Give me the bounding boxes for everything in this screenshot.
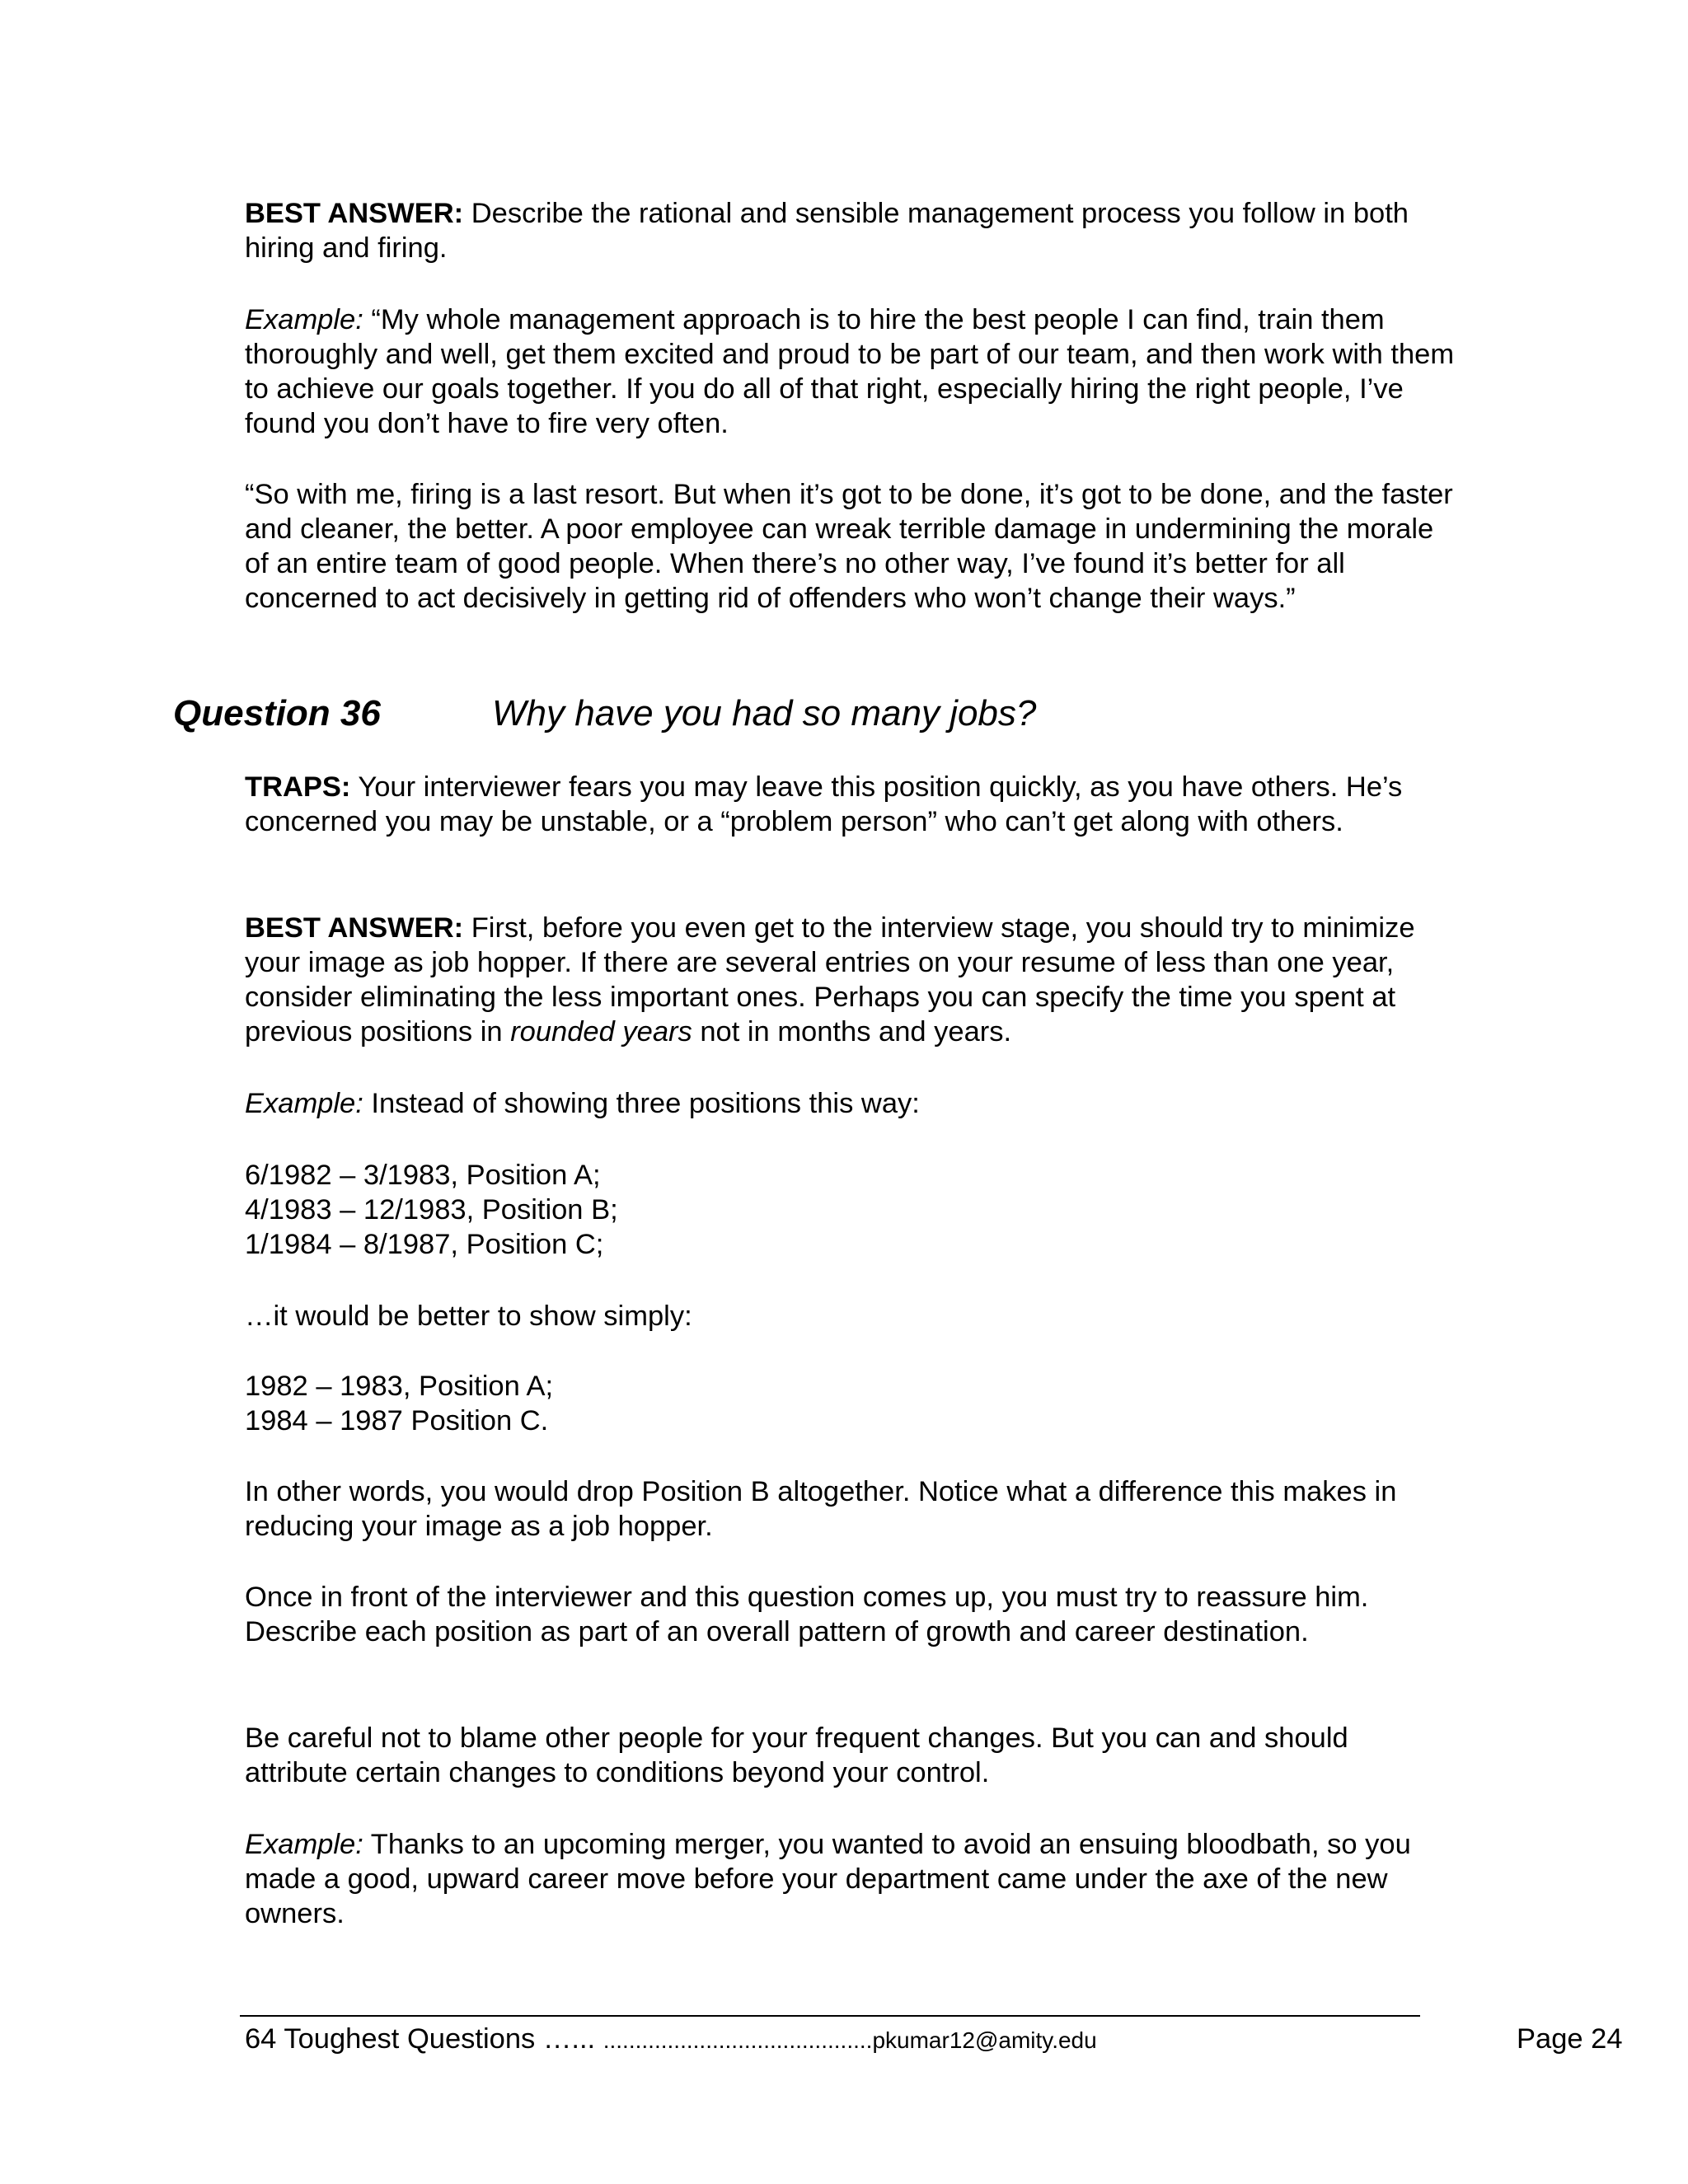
example-2-text: Instead of showing three positions this way: (363, 1088, 920, 1119)
better-paragraph: …it would be better to show simply: (245, 1301, 692, 1332)
best-answer-2-label: BEST ANSWER: (245, 912, 464, 944)
best-answer-2-paragraph (245, 911, 1456, 1049)
best-answer-2-text: First, before you even get to the interview stage, you should try to minimize your image as job hopper. If there are several entries on your resume of less than one year, consider eliminating the less important ones. Perhaps you can specify the time you spent at previous positions in (245, 912, 1415, 1047)
traps-text: Your interviewer fears you may leave this position quickly, as you have others. He’s concerned you may be unstable, or a “problem person” who can’t get along with others. (245, 771, 1403, 837)
footer-title (245, 2022, 1097, 2058)
example-3-text: Thanks to an upcoming merger, you wanted to avoid an ensuing bloodbath, so you made a good, upward career move before your department came under the axe of the new owners. (245, 1829, 1411, 1929)
footer-divider (240, 2015, 1420, 2017)
positions-short-list (245, 1369, 1456, 1438)
footer-email: ..........................................pkumar12@amity.edu (603, 2027, 1097, 2053)
example-2-label: Example: (245, 1088, 363, 1119)
question-number: Question 36 (173, 693, 381, 733)
positions-long-list (245, 1158, 1456, 1262)
footer-book-title: 64 Toughest Questions …... (245, 2023, 603, 2055)
example-paragraph (245, 302, 1456, 441)
reassure-paragraph: Once in front of the interviewer and this question comes up, you must try to reassure him. Describe each position as part of an overall pattern of growth and career destination. (245, 1582, 1369, 1647)
best-answer-text: Describe the rational and sensible management process you follow in both hiring and firing. (245, 198, 1409, 264)
question-heading (173, 691, 1036, 737)
other-words-paragraph: In other words, you would drop Position B altogether. Notice what a difference this makes in reducing your image as a job hopper. (245, 1476, 1397, 1542)
example-2-paragraph (245, 1086, 1456, 1121)
best-answer-paragraph (245, 196, 1456, 265)
traps-label: TRAPS: (245, 771, 351, 803)
traps-paragraph (245, 770, 1456, 839)
best-answer-2-text-end: not in months and years. (692, 1016, 1012, 1047)
list-item: 1982 – 1983, Position A; (245, 1371, 554, 1402)
example-3-label: Example: (245, 1829, 363, 1860)
page-number: Page 24 (1517, 2023, 1623, 2055)
best-answer-label: BEST ANSWER: (245, 198, 464, 229)
firing-paragraph: “So with me, firing is a last resort. But when it’s got to be done, it’s got to be done, and the faster and cleaner, the better. A poor employee can wreak terrible damage in undermining the morale of an entire team of good people. When there’s no other way, I’ve found it’s better for all concerned to act decisively in getting rid of offenders who won’t change their ways.” (245, 479, 1453, 614)
example-3-paragraph (245, 1827, 1456, 1931)
rounded-years-text: rounded years (510, 1016, 692, 1047)
careful-paragraph: Be careful not to blame other people for your frequent changes. But you can and should attribute certain changes to conditions beyond your control. (245, 1722, 1348, 1788)
question-text: Why have you had so many jobs? (492, 693, 1037, 733)
list-item: 6/1982 – 3/1983, Position A; (245, 1160, 601, 1191)
example-label: Example: (245, 304, 363, 335)
list-item: 1/1984 – 8/1987, Position C; (245, 1229, 604, 1260)
example-text: “My whole management approach is to hire the best people I can find, train them thoroughly and well, get them excited and proud to be part of our team, and then work with them to achieve our goals together. If you do all of that right, especially hiring the right people, I’ve found you don’t have to fire very often. (245, 304, 1455, 439)
list-item: 1984 – 1987 Position C. (245, 1405, 549, 1436)
list-item: 4/1983 – 12/1983, Position B; (245, 1194, 618, 1226)
